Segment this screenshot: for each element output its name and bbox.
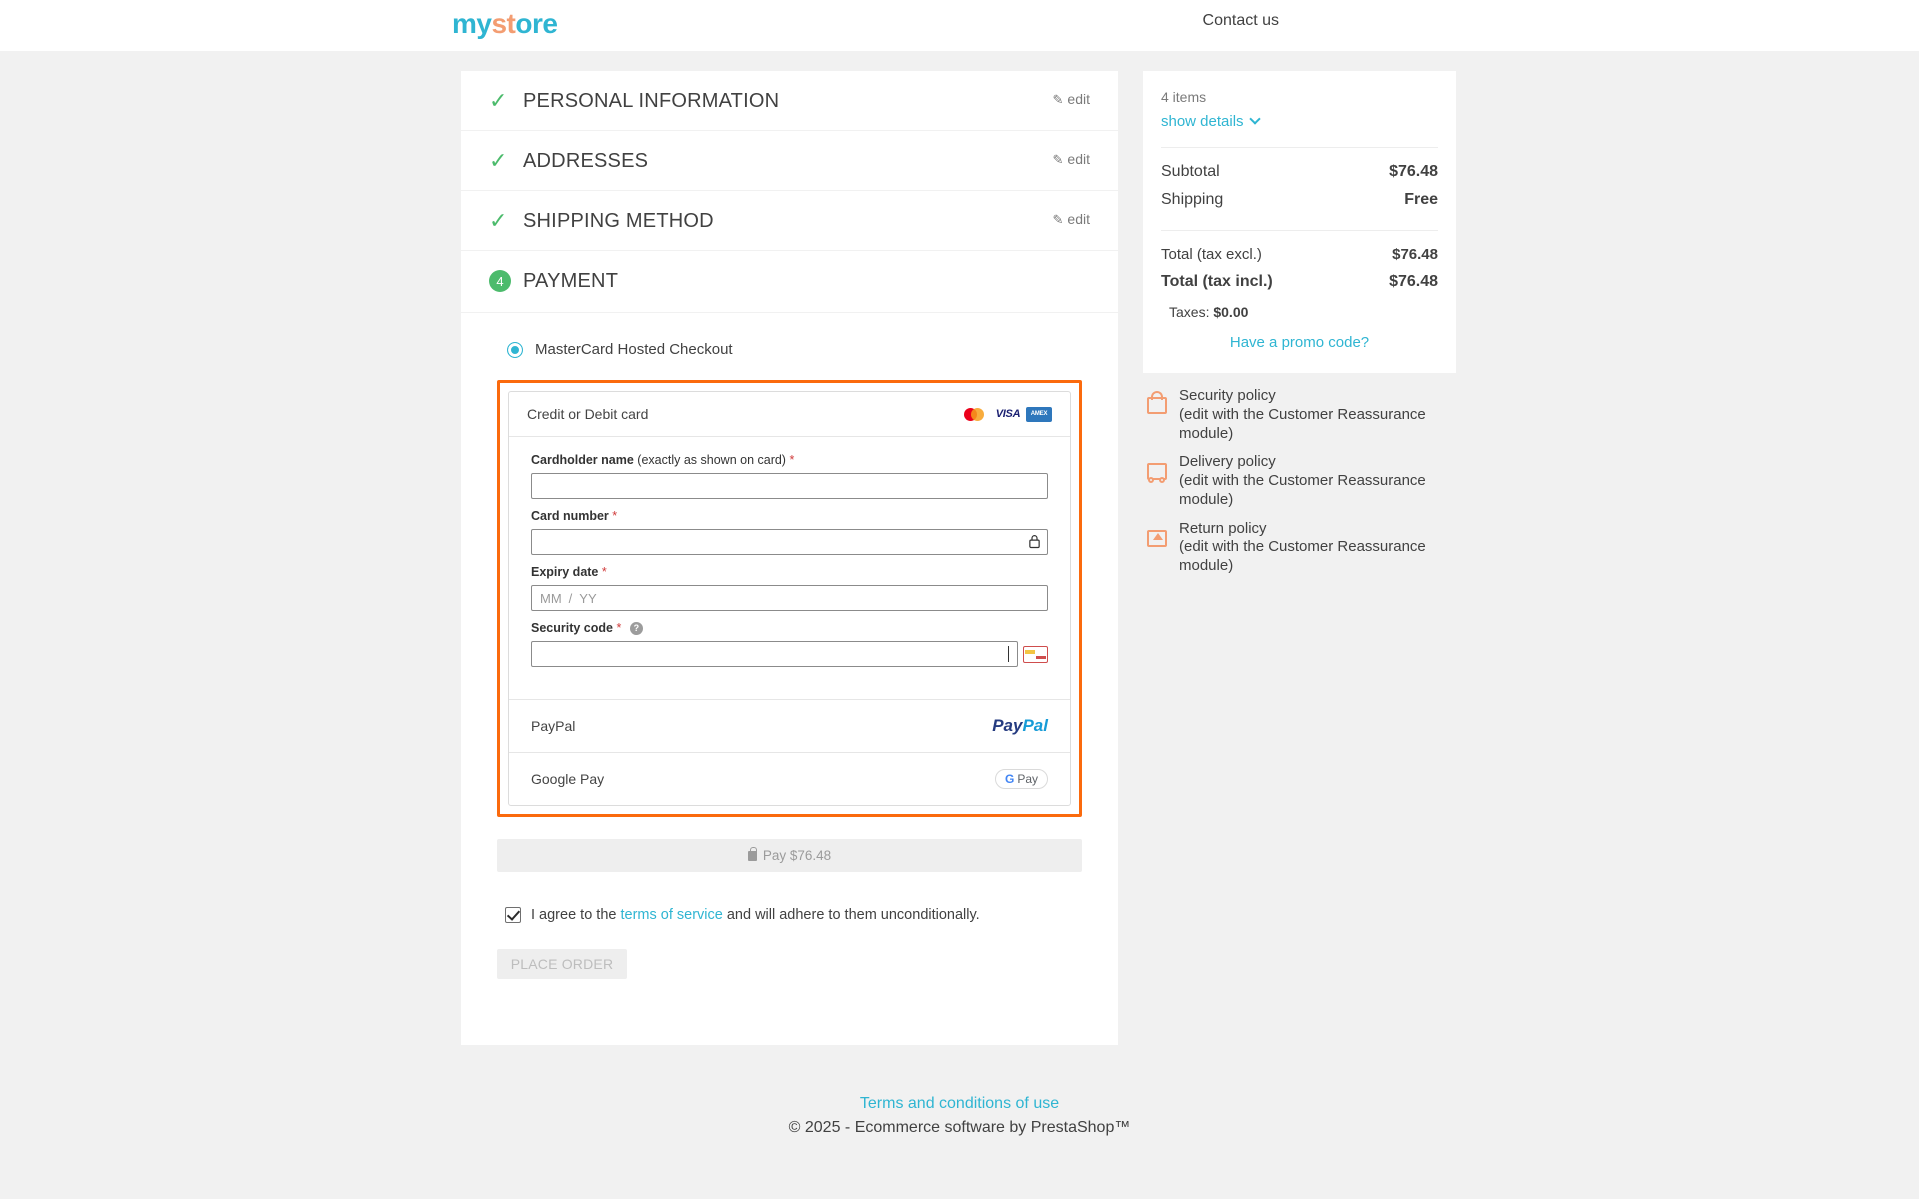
- required-marker: *: [789, 453, 795, 467]
- step-addresses[interactable]: [461, 131, 1118, 191]
- total-excl-value: $76.48: [1392, 246, 1438, 263]
- terms-suffix: and will adhere to them unconditionally.: [722, 907, 980, 924]
- cvc-card-icon: [1023, 646, 1048, 663]
- terms-checkbox[interactable]: [505, 907, 521, 923]
- delivery-policy-title: Delivery policy: [1179, 453, 1276, 471]
- paypal-logo-part2: Pal: [1022, 716, 1048, 736]
- required-marker: *: [612, 509, 618, 523]
- hosted-checkout-card: [508, 391, 1071, 806]
- store-logo[interactable]: [452, 8, 557, 40]
- radio-mastercard-hosted[interactable]: [507, 342, 523, 358]
- taxes-value: $0.00: [1213, 304, 1249, 320]
- visa-icon: VISA: [995, 407, 1021, 420]
- expiry-year-placeholder: YY: [579, 590, 597, 606]
- reassurance-item-return: [1145, 520, 1456, 576]
- copyright-text: © 2025 - Ecommerce software by PrestaShop™: [788, 1119, 1131, 1136]
- taxes-line: [1161, 296, 1438, 320]
- field-security-code: [531, 621, 1048, 667]
- security-policy-title: Security policy: [1179, 387, 1276, 404]
- step-payment: [461, 251, 1118, 313]
- return-policy-title: Return policy: [1179, 519, 1267, 537]
- expiry-month-placeholder: MM: [540, 590, 562, 606]
- terms-text: [531, 906, 980, 925]
- pencil-icon: ✎: [1052, 212, 1064, 227]
- summary-row-total-incl: [1161, 268, 1438, 296]
- payment-body: [461, 313, 1118, 1045]
- summary-row-total-excl: [1161, 241, 1438, 268]
- required-marker: *: [601, 565, 607, 579]
- mastercard-icon: [964, 407, 990, 422]
- payment-method-paypal[interactable]: [509, 699, 1070, 752]
- security-code-label: [531, 621, 1048, 635]
- summary-column: [1143, 71, 1456, 586]
- edit-label: edit: [1067, 211, 1090, 227]
- delivery-policy-sub: (edit with the Customer Reassurance module): [1179, 472, 1426, 508]
- edit-shipping-method-button[interactable]: [1053, 211, 1090, 228]
- show-details-label: show details: [1161, 113, 1244, 130]
- total-incl-value: $76.48: [1389, 273, 1438, 290]
- site-footer: [0, 1095, 1919, 1199]
- reassurance-block: [1143, 387, 1456, 576]
- shipping-value: Free: [1404, 191, 1438, 208]
- total-incl-label: Total (tax incl.): [1161, 273, 1273, 290]
- reassurance-text: [1179, 520, 1456, 576]
- hosted-checkout-frame: [497, 380, 1082, 817]
- required-marker: *: [616, 621, 622, 635]
- total-excl-label: Total (tax excl.): [1161, 246, 1262, 263]
- pencil-icon: ✎: [1052, 92, 1064, 107]
- googlepay-label: Google Pay: [531, 771, 605, 788]
- edit-label: edit: [1067, 151, 1090, 167]
- cardholder-name-hint: (exactly as shown on card): [637, 453, 786, 467]
- field-card-number: [531, 509, 1048, 555]
- promo-code-link[interactable]: Have a promo code?: [1229, 334, 1370, 351]
- terms-agreement: [497, 906, 1082, 925]
- edit-personal-information-button[interactable]: [1053, 91, 1090, 108]
- credit-card-section-title: Credit or Debit card: [527, 406, 649, 422]
- divider: [1161, 230, 1438, 231]
- check-icon: ✓: [489, 88, 508, 113]
- payment-option-label: MasterCard Hosted Checkout: [535, 341, 733, 358]
- check-icon: ✓: [489, 208, 508, 233]
- help-icon[interactable]: ?: [630, 622, 643, 635]
- expiry-date-label-text: Expiry date: [531, 565, 599, 579]
- reassurance-text: [1179, 453, 1456, 509]
- logo-part-3: ore: [515, 8, 558, 39]
- edit-addresses-button[interactable]: [1053, 151, 1090, 168]
- step-title: PERSONAL INFORMATION: [523, 89, 780, 112]
- step-title: PAYMENT: [523, 269, 619, 292]
- subtotal-label: Subtotal: [1161, 163, 1220, 180]
- security-policy-sub: (edit with the Customer Reassurance module): [1179, 405, 1426, 442]
- checkout-column: [461, 71, 1118, 1045]
- paypal-label: PayPal: [531, 718, 576, 735]
- google-pay-icon: [995, 769, 1048, 789]
- pencil-icon: ✎: [1052, 152, 1064, 167]
- gpay-pay: Pay: [1017, 772, 1038, 787]
- expiry-date-input[interactable]: [531, 585, 1048, 611]
- cardholder-name-label-text: Cardholder name: [531, 453, 634, 467]
- card-number-label-text: Card number: [531, 509, 609, 523]
- pay-button[interactable]: [497, 839, 1082, 872]
- credit-card-section-header: [509, 392, 1070, 437]
- security-code-input[interactable]: [531, 641, 1018, 667]
- security-code-row: [531, 641, 1048, 667]
- logo-part-2: st: [491, 8, 516, 39]
- check-icon: ✓: [489, 148, 508, 173]
- divider: [1161, 147, 1438, 148]
- edit-label: edit: [1067, 91, 1090, 107]
- credit-card-form: [509, 437, 1070, 699]
- pay-button-label: Pay $76.48: [762, 848, 832, 864]
- return-box-icon: [1145, 524, 1171, 550]
- summary-row-shipping: [1161, 186, 1438, 214]
- lock-icon: [748, 851, 757, 861]
- expiry-separator: /: [568, 590, 573, 606]
- terms-of-service-link[interactable]: terms of service: [620, 907, 723, 924]
- accepted-card-brands: [964, 407, 1052, 422]
- text-caret: [1008, 646, 1009, 662]
- taxes-label: Taxes:: [1169, 304, 1210, 320]
- card-number-input[interactable]: [531, 529, 1048, 555]
- field-expiry-date: [531, 565, 1048, 611]
- payment-option-mastercard-hosted[interactable]: [507, 341, 1090, 358]
- cardholder-name-input[interactable]: [531, 473, 1048, 499]
- show-details-toggle[interactable]: [1161, 113, 1259, 130]
- paypal-logo-part1: Pay: [992, 716, 1023, 736]
- lock-icon: [1028, 534, 1041, 549]
- truck-icon: [1145, 457, 1171, 483]
- lock-icon: [1145, 391, 1171, 417]
- paypal-icon: [992, 716, 1048, 736]
- return-policy-sub: (edit with the Customer Reassurance module): [1179, 538, 1426, 574]
- summary-row-subtotal: [1161, 158, 1438, 186]
- reassurance-item-delivery: [1145, 453, 1456, 509]
- items-count: 4 items: [1161, 89, 1207, 105]
- chevron-down-icon: [1249, 113, 1260, 124]
- logo-part-1: my: [452, 8, 492, 39]
- payment-method-googlepay[interactable]: [509, 752, 1070, 805]
- reassurance-text: [1179, 387, 1456, 443]
- cardholder-name-label: [531, 453, 1048, 467]
- step-title: SHIPPING METHOD: [523, 209, 714, 232]
- place-order-button[interactable]: PLACE ORDER: [497, 949, 627, 979]
- card-number-label: [531, 509, 1048, 523]
- step-shipping-method[interactable]: [461, 191, 1118, 251]
- site-header: [0, 0, 1919, 51]
- gpay-g: G: [1004, 772, 1015, 787]
- field-cardholder-name: [531, 453, 1048, 499]
- order-summary: [1143, 71, 1456, 373]
- amex-icon: AMEX: [1026, 407, 1052, 422]
- reassurance-item-security: [1145, 387, 1456, 443]
- security-code-label-text: Security code: [531, 621, 613, 635]
- step-title: ADDRESSES: [523, 149, 649, 172]
- terms-and-conditions-link[interactable]: Terms and conditions of use: [859, 1095, 1060, 1112]
- step-number-badge: 4: [489, 270, 511, 292]
- step-personal-information[interactable]: [461, 71, 1118, 131]
- expiry-date-label: [531, 565, 1048, 579]
- terms-prefix: I agree to the: [531, 907, 621, 924]
- subtotal-value: $76.48: [1389, 163, 1438, 180]
- contact-us-link[interactable]: Contact us: [1202, 12, 1279, 29]
- shipping-label: Shipping: [1161, 191, 1224, 208]
